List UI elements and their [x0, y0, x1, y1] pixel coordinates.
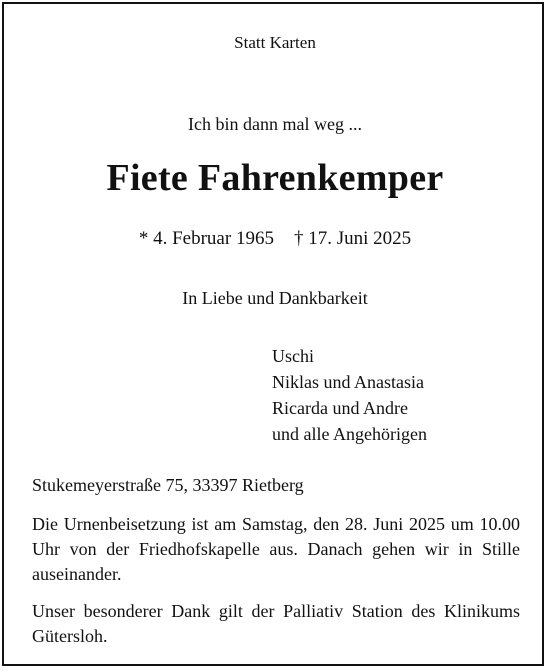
mourner-name: Ricarda und Andre	[272, 398, 408, 418]
death-date: † 17. Juni 2025	[293, 228, 412, 249]
funeral-details: Die Urnenbeisetzung ist am Samstag, den 28. Juni 2025 um 10.00 Uhr von der Friedhofskapelle aus. Danach gehen wir in Stille auseinander.	[32, 514, 520, 584]
notice-header: Statt Karten	[234, 33, 316, 52]
mourner-name: und alle Angehörigen	[272, 424, 427, 444]
motto-line: Ich bin dann mal weg ...	[188, 114, 362, 134]
family-address: Stukemeyerstraße 75, 33397 Rietberg	[32, 475, 304, 495]
thanks-note: Unser besonderer Dank gilt der Palliativ Station des Klinikums Gütersloh.	[32, 601, 520, 646]
life-dates	[0, 228, 550, 250]
birth-date: * 4. Februar 1965	[138, 228, 274, 249]
deceased-name: Fiete Fahrenkemper	[106, 157, 444, 199]
mourner-name: Uschi	[272, 346, 314, 366]
gratitude-line: In Liebe und Dankbarkeit	[182, 288, 368, 308]
mourners-list	[272, 343, 427, 447]
mourner-name: Niklas und Anastasia	[272, 372, 424, 392]
